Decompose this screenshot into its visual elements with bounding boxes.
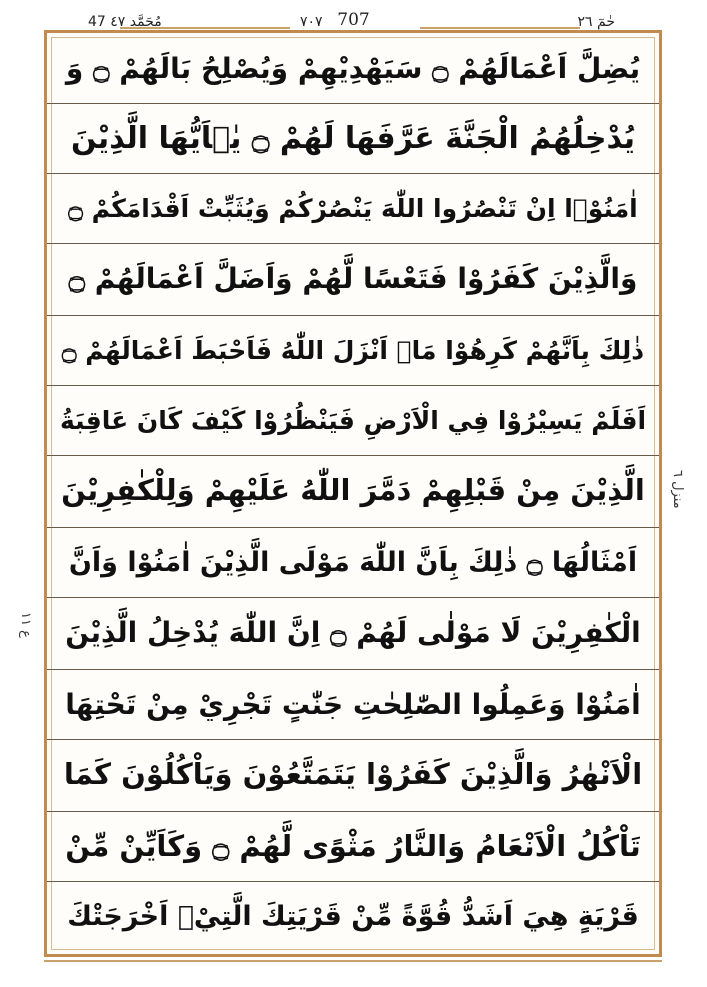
line-separator xyxy=(47,315,659,316)
quran-line-8 xyxy=(47,529,659,595)
line-text: اَفَلَمْ يَسِيْرُوْا فِي الْاَرْضِ فَيَنْظُرُوْا كَيْفَ كَانَ عَاقِبَةُ xyxy=(60,405,647,435)
footer-rule xyxy=(44,960,662,962)
quran-line-7 xyxy=(47,457,659,523)
quran-line-3 xyxy=(47,175,659,241)
line-text: الْاَنْهٰرُ وَالَّذِيْنَ كَفَرُوْا يَتَمَتَّعُوْنَ وَيَاْكُلُوْنَ كَمَا xyxy=(63,757,643,791)
quran-line-11 xyxy=(47,741,659,807)
quran-line-12 xyxy=(47,813,659,879)
surah-label: 47 مُحَمَّد ٤٧ xyxy=(88,14,162,30)
quran-line-9 xyxy=(47,599,659,665)
page-number: 707 xyxy=(337,10,370,30)
line-separator xyxy=(47,881,659,882)
line-separator xyxy=(47,597,659,598)
page-number-arabic: ٧٠٧ xyxy=(300,14,323,30)
line-text: وَالَّذِيْنَ كَفَرُوْا فَتَعْسًا لَّهُمْ وَاَضَلَّ اَعْمَالَهُمْ ۝ xyxy=(68,261,638,295)
line-text: الْكٰفِرِيْنَ لَا مَوْلٰى لَهُمْ ۝ اِنَّ اللّٰهَ يُدْخِلُ الَّذِيْنَ xyxy=(65,615,641,649)
line-text: قَرْيَةٍ هِيَ اَشَدُّ قُوَّةً مِّنْ قَرْيَتِكَ الَّتِيْۤ اَخْرَجَتْكَ xyxy=(67,900,639,932)
quran-line-4 xyxy=(47,245,659,311)
line-text: تَاْكُلُ الْاَنْعَامُ وَالنَّارُ مَثْوًى لَّهُمْ ۝ وَكَاَيِّنْ مِّنْ xyxy=(65,829,641,863)
quran-line-10 xyxy=(47,671,659,737)
line-text: اَمْثَالُهَا ۝ ذٰلِكَ بِاَنَّ اللّٰهَ مَوْلَى الَّذِيْنَ اٰمَنُوْا وَاَنَّ xyxy=(68,546,638,578)
line-separator xyxy=(47,811,659,812)
line-separator xyxy=(47,385,659,386)
line-text: يُضِلَّ اَعْمَالَهُمْ ۝ سَيَهْدِيْهِمْ وَيُصْلِحُ بَالَهُمْ ۝ وَ xyxy=(65,51,641,85)
line-separator xyxy=(47,243,659,244)
page-frame xyxy=(44,30,662,957)
ruku-marker: ع ١١ xyxy=(18,612,33,638)
line-separator xyxy=(47,739,659,740)
juz-label: حٰمٓ ٢٦ xyxy=(577,14,615,30)
line-separator xyxy=(47,527,659,528)
header-rule-right xyxy=(420,27,580,29)
quran-line-13 xyxy=(47,883,659,949)
line-separator xyxy=(47,103,659,104)
quran-line-5 xyxy=(47,317,659,383)
line-text: يُدْخِلُهُمُ الْجَنَّةَ عَرَّفَهَا لَهُمْ ۝ يٰۤاَيُّهَا الَّذِيْنَ xyxy=(70,120,636,156)
line-text: الَّذِيْنَ مِنْ قَبْلِهِمْ دَمَّرَ اللّٰهُ عَلَيْهِمْ وَلِلْكٰفِرِيْنَ xyxy=(61,473,645,507)
line-text: اٰمَنُوْۤا اِنْ تَنْصُرُوا اللّٰهَ يَنْصُرْكُمْ وَيُثَبِّتْ اَقْدَامَكُمْ ۝ xyxy=(68,193,638,223)
manzil-marker: منزل ٦ xyxy=(670,470,685,509)
line-text: ذٰلِكَ بِاَنَّهُمْ كَرِهُوْا مَاۤ اَنْزَلَ اللّٰهُ فَاَحْبَطَ اَعْمَالَهُمْ ۝ xyxy=(61,335,645,365)
line-separator xyxy=(47,173,659,174)
line-separator xyxy=(47,455,659,456)
line-separator xyxy=(47,669,659,670)
quran-line-6 xyxy=(47,387,659,453)
line-text: اٰمَنُوْا وَعَمِلُوا الصّٰلِحٰتِ جَنّٰتٍ تَجْرِيْ مِنْ تَحْتِهَا xyxy=(65,687,641,721)
quran-line-2 xyxy=(47,105,659,171)
quran-line-1 xyxy=(47,35,659,101)
